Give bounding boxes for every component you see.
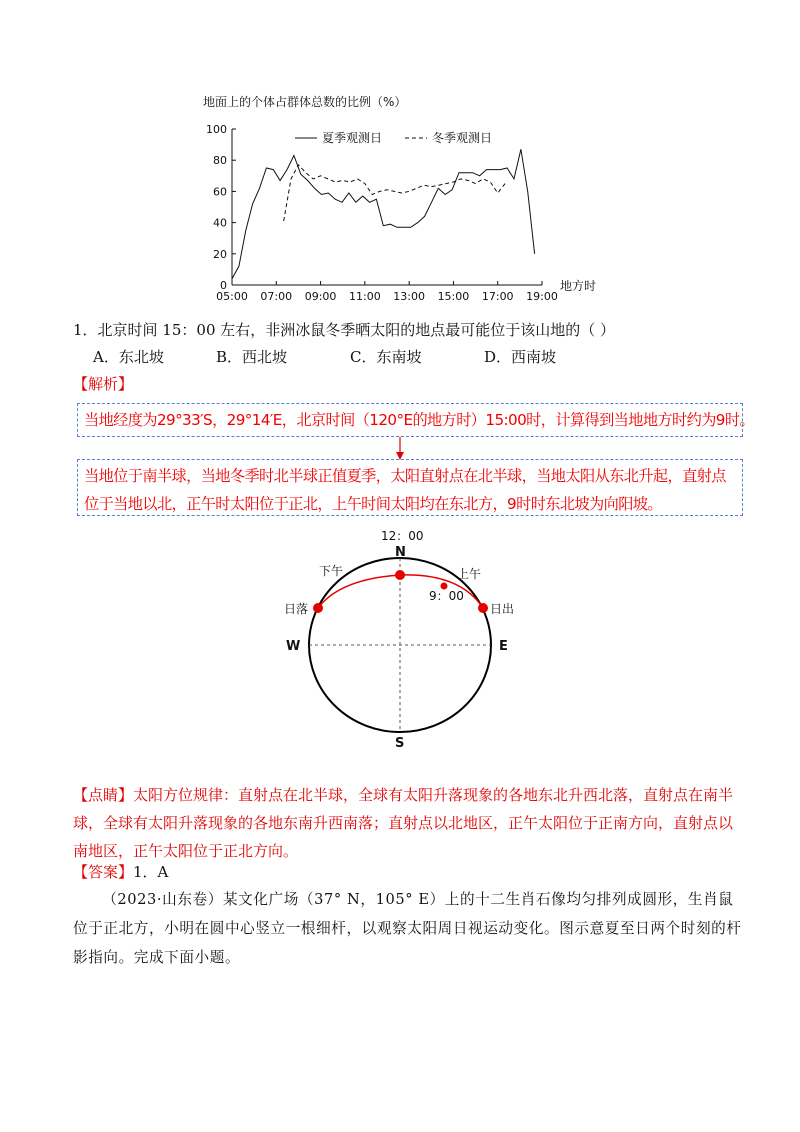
sun-path-diagram — [270, 525, 530, 755]
legend-winter-label: 冬季观测日 — [432, 131, 493, 145]
down-arrow-icon — [380, 437, 420, 461]
noon-point — [395, 570, 405, 580]
legend-summer-label: 夏季观测日 — [322, 131, 383, 145]
chart-series-layer — [232, 149, 535, 278]
y-tick-label: 100 — [206, 123, 227, 136]
sunrise-point — [478, 603, 488, 613]
chart-legend — [295, 130, 492, 145]
y-tick-label: 0 — [220, 279, 227, 292]
north-label: N — [395, 545, 406, 560]
analysis-label: 【解析】 — [73, 375, 134, 393]
sunset-label: 日落 — [284, 602, 309, 616]
series-line-1 — [284, 165, 505, 221]
option-c[interactable]: C．东南坡 — [350, 348, 422, 366]
x-tick-label: 05:00 — [216, 290, 248, 303]
x-tick-label: 13:00 — [393, 290, 425, 303]
answer-line — [73, 861, 168, 882]
question-1: 1．北京时间 15：00 左右，非洲冰鼠冬季晒太阳的地点最可能位于该山地的（ ） — [73, 321, 616, 339]
x-tick-label: 15:00 — [437, 290, 470, 303]
x-tick-label: 09:00 — [304, 290, 337, 303]
chart-xlabel: 地方时 — [560, 279, 597, 293]
option-d[interactable]: D．西南坡 — [484, 348, 557, 366]
activity-line-chart — [195, 92, 615, 314]
west-label: W — [286, 639, 301, 654]
analysis-box-1: 当地经度为29°33′S，29°14′E，北京时间（120°E的地方时）15:00时，计算得到当地地方时约为9时。 — [77, 403, 743, 437]
answer-label: 【答案】 — [73, 863, 134, 881]
noon-label: 12：00 — [381, 529, 424, 543]
afternoon-label: 下午 — [319, 564, 344, 578]
chart-axes — [206, 123, 558, 303]
chart-ylabel: 地面上的个体占群体总数的比例（%） — [203, 95, 407, 109]
answer-text: 1．A — [133, 863, 169, 881]
south-label: S — [395, 736, 405, 751]
y-tick-label: 20 — [213, 247, 227, 261]
y-tick-label: 80 — [213, 154, 227, 168]
option-a[interactable]: A．东北坡 — [93, 348, 164, 366]
dianjing-text: 太阳方位规律：直射点在北半球，全球有太阳升落现象的各地东北升西北落，直射点在南半球，全球有太阳升落现象的各地东南升西南落；直射点以北地区，正午太阳位于正南方向，直射点以南地区，正午太阳位于正北方向。 — [73, 786, 734, 860]
x-tick-label: 07:00 — [260, 290, 293, 303]
series-line-0 — [232, 149, 535, 278]
option-b[interactable]: B．西北坡 — [216, 348, 288, 366]
x-tick-label: 19:00 — [526, 290, 558, 303]
x-tick-label: 11:00 — [349, 290, 381, 303]
sunset-point — [313, 603, 323, 613]
sunrise-label: 日出 — [490, 602, 515, 616]
x-tick-label: 17:00 — [481, 290, 514, 303]
next-question-passage: （2023·山东卷）某文化广场（37° N，105° E）上的十二生肖石像均匀排列成圆形，生肖鼠位于正北方，小明在圆中心竖立一根细杆，以观察太阳周日视运动变化。图示意夏至日两个时刻的杆影指向。完成下面小题。 — [73, 891, 742, 966]
east-label: E — [499, 639, 508, 654]
dianjing-label: 【点睛】 — [73, 786, 134, 804]
y-tick-label: 40 — [213, 216, 227, 230]
nine-label: 9：00 — [429, 589, 464, 603]
morning-label: 上午 — [457, 567, 482, 581]
y-tick-label: 60 — [213, 185, 227, 199]
analysis-box-2: 当地位于南半球，当地冬季时北半球正值夏季，太阳直射点在北半球，当地太阳从东北升起，直射点位于当地以北，正午时太阳位于正北，上午时间太阳均在东北方，9时时东北坡为向阳坡。 — [77, 459, 743, 516]
dianjing-paragraph — [73, 781, 738, 865]
question-options — [93, 346, 653, 368]
